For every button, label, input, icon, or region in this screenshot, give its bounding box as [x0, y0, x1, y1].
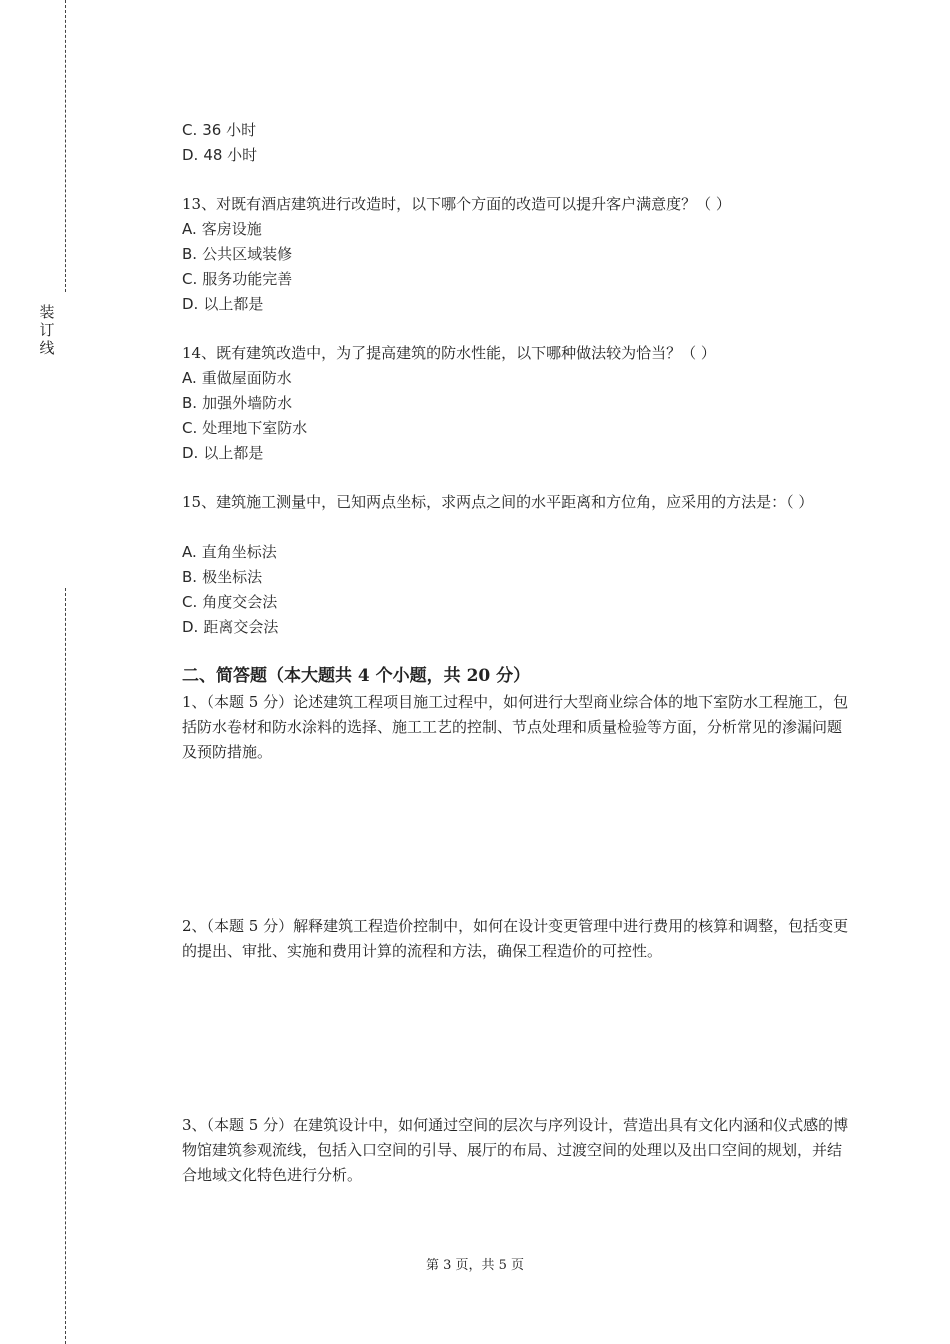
question-15: 15、建筑施工测量中，已知两点坐标，求两点之间的水平距离和方位角，应采用的方法是：（ ） — [182, 493, 814, 511]
binding-char: 装 — [39, 303, 55, 321]
option-q14-b: B. 加强外墙防水 — [182, 394, 293, 412]
option-q15-a: A. 直角坐标法 — [182, 543, 277, 561]
short-answer-question-1: 1、（本题 5 分）论述建筑工程项目施工过程中，如何进行大型商业综合体的地下室防水工程施工，包括防水卷材和防水涂料的选择、施工工艺的控制、节点处理和质量检验等方面，分析常见的渗漏问题及预防措施。 — [182, 693, 849, 761]
option-q14-d: D. 以上都是 — [182, 444, 264, 462]
short-answer-question-3: 3、（本题 5 分）在建筑设计中，如何通过空间的层次与序列设计，营造出具有文化内涵和仪式感的博物馆建筑参观流线，包括入口空间的引导、展厅的布局、过渡空间的处理以及出口空间的规划，并结合地域文化特色进行分析。 — [182, 1116, 849, 1184]
short-answer-question-2: 2、（本题 5 分）解释建筑工程造价控制中，如何在设计变更管理中进行费用的核算和调整，包括变更的提出、审批、实施和费用计算的流程和方法，确保工程造价的可控性。 — [182, 917, 849, 960]
option-q15-d: D. 距离交会法 — [182, 618, 279, 636]
binding-line-bottom — [65, 588, 66, 1344]
question-13: 13、对既有酒店建筑进行改造时，以下哪个方面的改造可以提升客户满意度？（ ） — [182, 195, 731, 213]
option-q13-b: B. 公共区域装修 — [182, 245, 293, 263]
option-q14-c: C. 处理地下室防水 — [182, 419, 308, 437]
option-q12-d: D. 48 小时 — [182, 146, 258, 164]
option-q15-c: C. 角度交会法 — [182, 593, 278, 611]
option-q13-d: D. 以上都是 — [182, 295, 264, 313]
option-q12-c: C. 36 小时 — [182, 121, 257, 139]
question-14: 14、既有建筑改造中，为了提高建筑的防水性能，以下哪种做法较为恰当？（ ） — [182, 344, 716, 362]
binding-char: 线 — [39, 339, 55, 357]
option-q13-c: C. 服务功能完善 — [182, 270, 293, 288]
binding-label — [37, 303, 57, 357]
binding-char: 订 — [39, 321, 55, 339]
option-q14-a: A. 重做屋面防水 — [182, 369, 292, 387]
binding-line-top — [65, 0, 66, 292]
option-q13-a: A. 客房设施 — [182, 220, 262, 238]
page-footer: 第 3 页，共 5 页 — [425, 1258, 525, 1273]
section-title-short-answer: 二、简答题（本大题共 4 个小题，共 20 分） — [182, 666, 531, 686]
option-q15-b: B. 极坐标法 — [182, 568, 263, 586]
